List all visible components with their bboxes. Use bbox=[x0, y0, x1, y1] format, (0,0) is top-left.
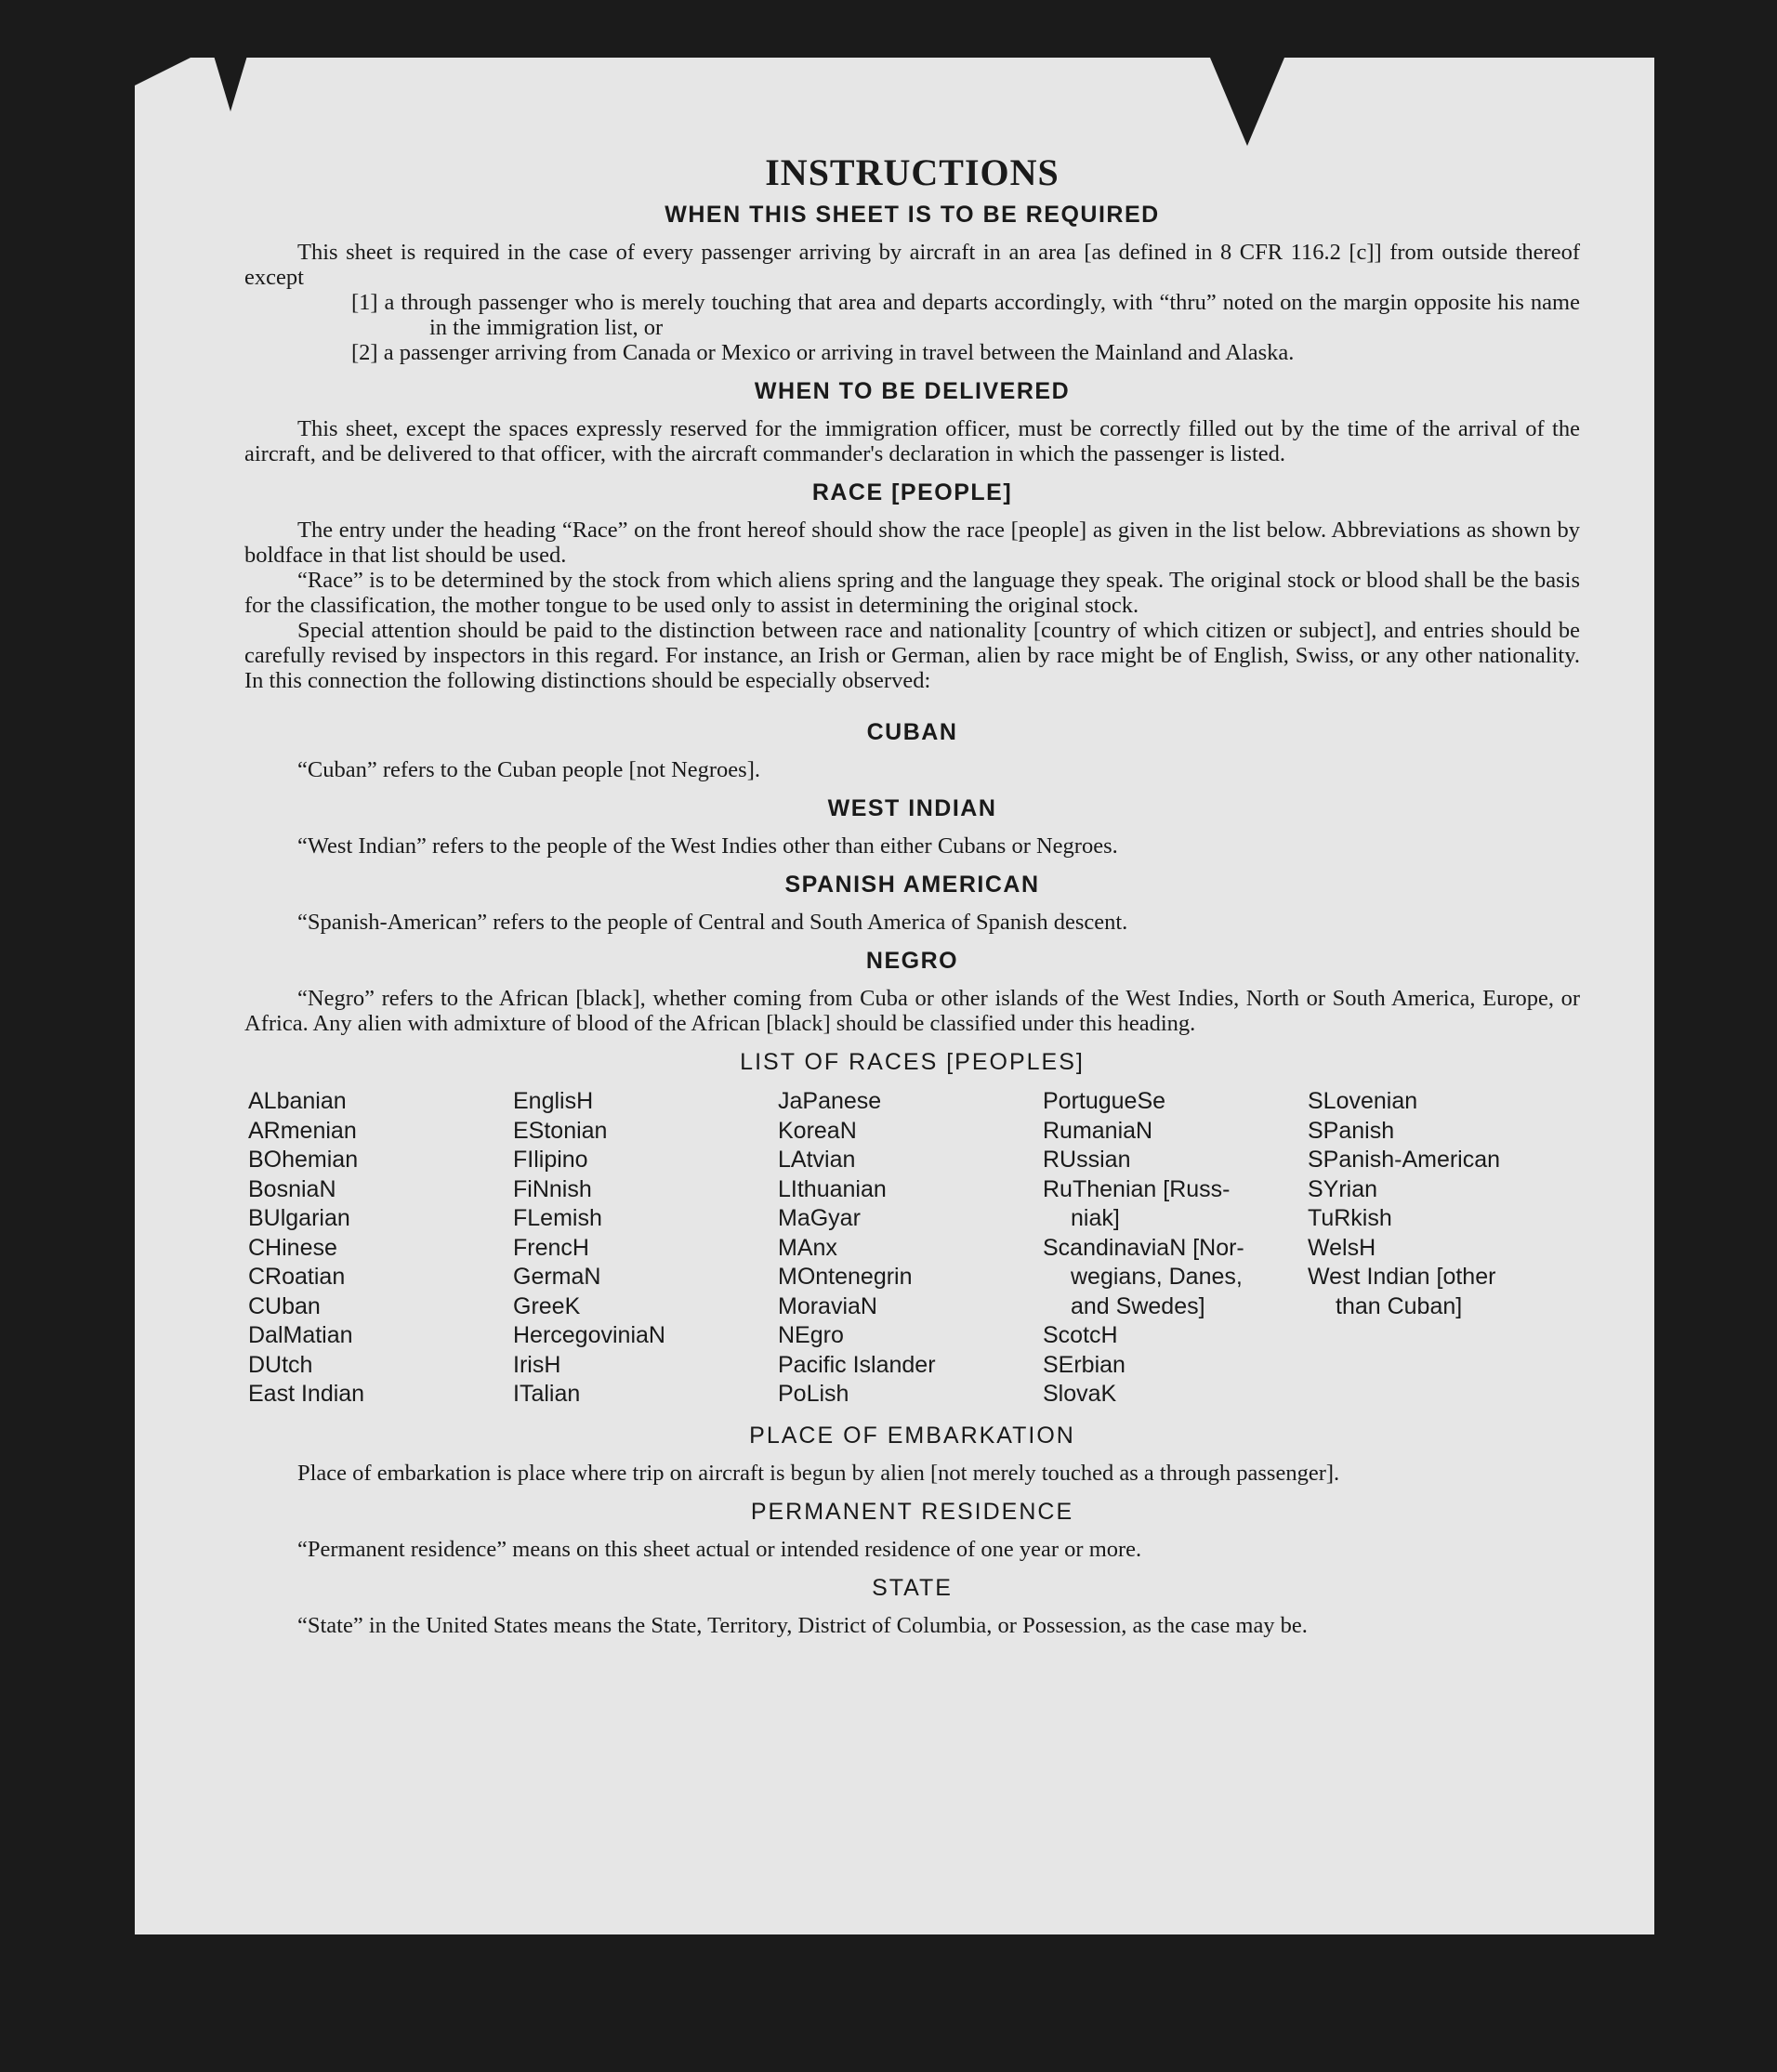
list-item: SlovaK bbox=[1043, 1381, 1117, 1407]
race-paragraph-3: Special attention should be paid to the distinction between race and nationality [country of which citizen or subject], and entries should be carefully revised by inspectors in this regard. For instance, an Irish or German, alien by race might be of English, Swiss, or any other nationality. In this connection the following distinctions should be especially observed: bbox=[244, 618, 1580, 693]
races-column-2 bbox=[513, 1087, 778, 1410]
residence-text: “Permanent residence” means on this sheet actual or intended residence of one year or more. bbox=[297, 1536, 1142, 1562]
list-item: RumaniaN bbox=[1043, 1117, 1153, 1144]
list-item: GermaN bbox=[513, 1264, 601, 1290]
list-item: Pacific Islander bbox=[778, 1351, 936, 1378]
list-item: FLemish bbox=[513, 1205, 602, 1231]
list-item: JaPanese bbox=[778, 1088, 882, 1114]
list-item: EStonian bbox=[513, 1117, 608, 1144]
list-item: DUtch bbox=[248, 1351, 313, 1378]
heading-spanish-american: SPANISH AMERICAN bbox=[784, 872, 1040, 898]
list-item: MOntenegrin bbox=[778, 1264, 913, 1290]
list-item: FrencH bbox=[513, 1234, 589, 1261]
list-item: ScandinaviaN [Nor- bbox=[1043, 1234, 1244, 1261]
heading-when-delivered: WHEN TO BE DELIVERED bbox=[754, 378, 1071, 404]
torn-corner bbox=[135, 58, 191, 85]
races-column-1 bbox=[248, 1087, 513, 1410]
list-item: ARmenian bbox=[248, 1117, 357, 1144]
negro-text: “Negro” refers to the African [black], whether coming from Cuba or other islands of the West Indies, North or South America, Europe, or Africa. Any alien with admixture of blood of the African [black] should be classified under this heading. bbox=[244, 986, 1580, 1036]
heading-state: STATE bbox=[872, 1574, 953, 1601]
heading-place-of-embarkation: PLACE OF EMBARKATION bbox=[749, 1422, 1075, 1449]
heading-negro: NEGRO bbox=[865, 948, 959, 974]
list-item: WelsH bbox=[1308, 1234, 1376, 1261]
list-item: FiNnish bbox=[513, 1175, 592, 1202]
list-item: BOhemian bbox=[248, 1147, 359, 1173]
list-item: ScotcH bbox=[1043, 1322, 1118, 1348]
list-item: SPanish bbox=[1308, 1117, 1395, 1144]
list-item: West Indian [other bbox=[1308, 1264, 1496, 1290]
races-list bbox=[248, 1087, 1580, 1410]
heading-when-required: WHEN THIS SHEET IS TO BE REQUIRED bbox=[665, 202, 1160, 228]
list-item: LAtvian bbox=[778, 1147, 856, 1173]
list-item: than Cuban] bbox=[1336, 1292, 1463, 1319]
list-item: niak] bbox=[1071, 1205, 1120, 1231]
list-item: RUssian bbox=[1043, 1147, 1131, 1173]
spanish-american-text: “Spanish-American” refers to the people of Central and South America of Spanish descent. bbox=[297, 910, 1128, 935]
list-item: MAnx bbox=[778, 1234, 837, 1261]
required-intro: This sheet is required in the case of every passenger arriving by aircraft in an area [as defined in 8 CFR 116.2 [c]] from outside thereof except bbox=[244, 240, 1580, 290]
list-item: MaGyar bbox=[778, 1205, 861, 1231]
heading-west-indian: WEST INDIAN bbox=[827, 795, 997, 821]
list-item: and Swedes] bbox=[1071, 1292, 1205, 1319]
list-item: CHinese bbox=[248, 1234, 337, 1261]
list-item: SLovenian bbox=[1308, 1088, 1418, 1114]
list-item: RuThenian [Russ- bbox=[1043, 1175, 1231, 1202]
list-item: MoraviaN bbox=[778, 1292, 877, 1319]
required-item-1: [1] a through passenger who is merely touching that area and departs accordingly, with “thru” noted on the margin opposite his name in the immigration list, or bbox=[351, 290, 1580, 340]
races-column-4 bbox=[1043, 1087, 1308, 1410]
list-item: SErbian bbox=[1043, 1351, 1125, 1378]
list-item: PortugueSe bbox=[1043, 1088, 1166, 1114]
heading-race: RACE [PEOPLE] bbox=[811, 479, 1013, 505]
list-item: NEgro bbox=[778, 1322, 844, 1348]
races-column-3 bbox=[778, 1087, 1043, 1410]
list-item: East Indian bbox=[248, 1381, 365, 1407]
list-item: FIlipino bbox=[513, 1147, 588, 1173]
list-item: IrisH bbox=[513, 1351, 561, 1378]
list-item: SYrian bbox=[1308, 1175, 1378, 1202]
document-sheet bbox=[135, 58, 1654, 1934]
required-item-2: [2] a passenger arriving from Canada or Mexico or arriving in travel between the Mainland and Alaska. bbox=[351, 340, 1295, 365]
race-paragraph-2: “Race” is to be determined by the stock from which aliens spring and the language they speak. The original stock or blood shall be the basis for the classification, the mother tongue to be used only to assist in determining the original stock. bbox=[244, 568, 1580, 618]
list-item: SPanish-American bbox=[1308, 1147, 1501, 1173]
heading-cuban: CUBAN bbox=[866, 719, 958, 745]
torn-edge-right bbox=[1210, 58, 1284, 146]
list-item: BosniaN bbox=[248, 1175, 336, 1202]
list-item: CRoatian bbox=[248, 1264, 346, 1290]
state-text: “State” in the United States means the State, Territory, District of Columbia, or Possession, as the case may be. bbox=[297, 1612, 1308, 1638]
west-indian-text: “West Indian” refers to the people of the West Indies other than either Cubans or Negroes. bbox=[297, 833, 1118, 859]
torn-edge-left bbox=[214, 56, 247, 111]
heading-permanent-residence: PERMANENT RESIDENCE bbox=[750, 1498, 1074, 1525]
list-item: wegians, Danes, bbox=[1071, 1264, 1243, 1290]
list-item: ALbanian bbox=[248, 1088, 347, 1114]
embarkation-text: Place of embarkation is place where trip on aircraft is begun by alien [not merely touched as a through passenger]. bbox=[297, 1460, 1340, 1486]
list-item: GreeK bbox=[513, 1292, 581, 1319]
race-paragraph-1: The entry under the heading “Race” on the front hereof should show the race [people] as given in the list below. Abbreviations as shown by boldface in that list should be used. bbox=[244, 518, 1580, 568]
page-title: INSTRUCTIONS bbox=[765, 151, 1060, 193]
cuban-text: “Cuban” refers to the Cuban people [not Negroes]. bbox=[297, 757, 760, 782]
list-item: HercegoviniaN bbox=[513, 1322, 665, 1348]
list-item: DalMatian bbox=[248, 1322, 353, 1348]
races-column-5 bbox=[1308, 1087, 1586, 1410]
heading-list-of-races: LIST OF RACES [PEOPLES] bbox=[740, 1049, 1085, 1075]
list-item: PoLish bbox=[778, 1381, 849, 1407]
list-item: LIthuanian bbox=[778, 1175, 887, 1202]
list-item: EnglisH bbox=[513, 1088, 594, 1114]
list-item: TuRkish bbox=[1308, 1205, 1392, 1231]
list-item: CUban bbox=[248, 1292, 321, 1319]
delivered-text: This sheet, except the spaces expressly reserved for the immigration officer, must be correctly filled out by the time of the arrival of the aircraft, and be delivered to that officer, with the aircraft commander's declaration in which the passenger is listed. bbox=[244, 416, 1580, 466]
list-item: KoreaN bbox=[778, 1117, 857, 1144]
list-item: BUlgarian bbox=[248, 1205, 350, 1231]
list-item: ITalian bbox=[513, 1381, 581, 1407]
